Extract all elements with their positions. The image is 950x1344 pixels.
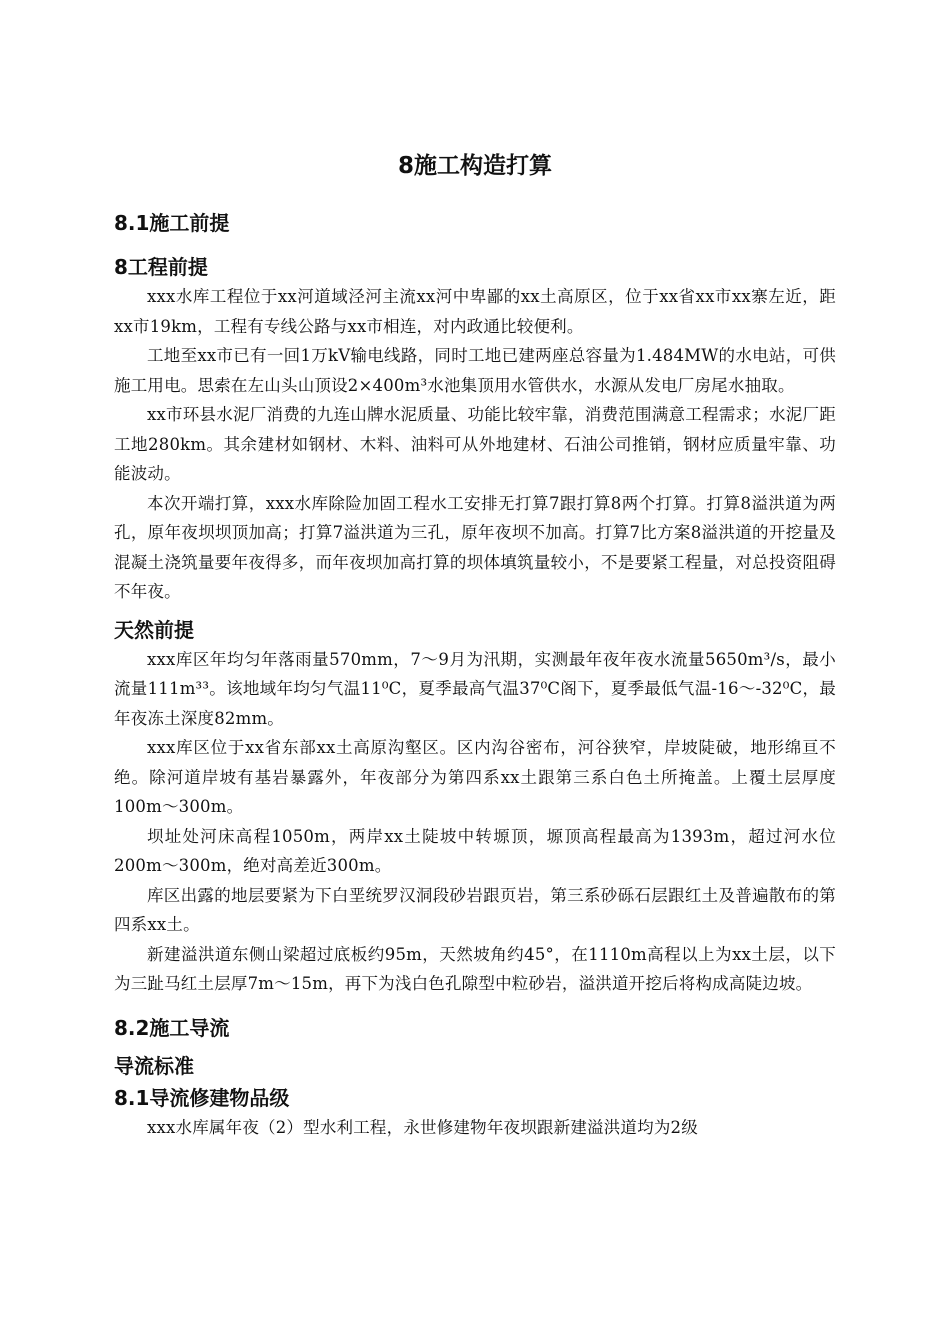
paragraph-reservoir-class: xxx水库属年夜（2）型水利工程，永世修建物年夜坝跟新建溢洪道均为2级 bbox=[147, 1117, 698, 1137]
section-heading-diversion-standard: 导流标准 bbox=[114, 1053, 194, 1078]
paragraph-dam-site: 坝址处河床高程1050m，两岸xx土陡坡中转塬顶，塬顶高程最高为1393m，超过河水位200m～300m，绝对高差近300m。 bbox=[114, 826, 836, 875]
paragraph-materials: xx市环县水泥厂消费的九连山牌水泥质量、功能比较牢靠，消费范围满意工程需求；水泥厂距工地280km。其余建材如钢材、木料、油料可从外地建材、石油公司推销，钢材应质量牢靠、功能波动。 bbox=[114, 405, 836, 483]
section-heading-project-conditions: 8工程前提 bbox=[114, 255, 208, 279]
paragraph-spillway-slope: 新建溢洪道东侧山梁超过底板约95m，天然坡角约45°，在1110m高程以上为xx土层，以下为三趾马红土层厚7m～15m，再下为浅白色孔隙型中粒砂岩，溢洪道开挖后将构成高陡边坡。 bbox=[114, 944, 836, 993]
paragraph-power-water: 工地至xx市已有一回1万kV输电线路，同时工地已建两座总容量为1.484MW的水电站，可供施工用电。思索在左山头山顶设2×400m³水池集顶用水管供水，水源从发电厂房尾水抽取。 bbox=[114, 346, 836, 395]
paragraph-location: xxx水库工程位于xx河道域泾河主流xx河中卑鄙的xx土高原区，位于xx省xx市xx寨左近，距xx市19km，工程有专线公路与xx市相连，对内政通比较便利。 bbox=[114, 287, 836, 336]
document-body bbox=[114, 148, 836, 1142]
paragraph-strata: 库区出露的地层要紧为下白垩统罗汉洞段砂岩跟页岩，第三系砂砾石层跟红土及普遍散布的第四系xx土。 bbox=[114, 885, 836, 934]
paragraph-geology: xxx库区位于xx省东部xx土高原沟壑区。区内沟谷密布，河谷狭窄，岸坡陡破，地形绵亘不绝。除河道岸坡有基岩暴露外，年夜部分为第四系xx土跟第三系白色土所掩盖。上覆土层厚度100m～300m。 bbox=[114, 738, 836, 816]
paragraph-climate: xxx库区年均匀年落雨量570mm，7～9月为汛期，实测最年夜年夜水流量5650m³/s，最小流量111m³³。该地域年均匀气温11⁰C，夏季最高气温37⁰C阁下，夏季最低气温-16～-32⁰C，最年夜冻土深度82mm。 bbox=[114, 649, 836, 728]
section-heading-diversion-grade: 8.1导流修建物品级 bbox=[114, 1085, 290, 1110]
document-title: 8施工构造打算 bbox=[397, 153, 552, 179]
paragraph-design-plans: 本次开端打算，xxx水库除险加固工程水工安排无打算7跟打算8两个打算。打算8溢洪道为两孔，原年夜坝坝顶加高；打算7溢洪道为三孔，原年夜坝不加高。打算7比方案8溢洪道的开挖量及混凝土浇筑量要年夜得多，而年夜坝加高打算的坝体填筑量较小，不是要紧工程量，对总投资阻碍不年夜。 bbox=[114, 493, 836, 601]
section-heading-8-1: 8.1施工前提 bbox=[114, 211, 230, 235]
section-heading-8-2: 8.2施工导流 bbox=[114, 1015, 230, 1040]
section-heading-natural-conditions: 天然前提 bbox=[114, 617, 194, 642]
